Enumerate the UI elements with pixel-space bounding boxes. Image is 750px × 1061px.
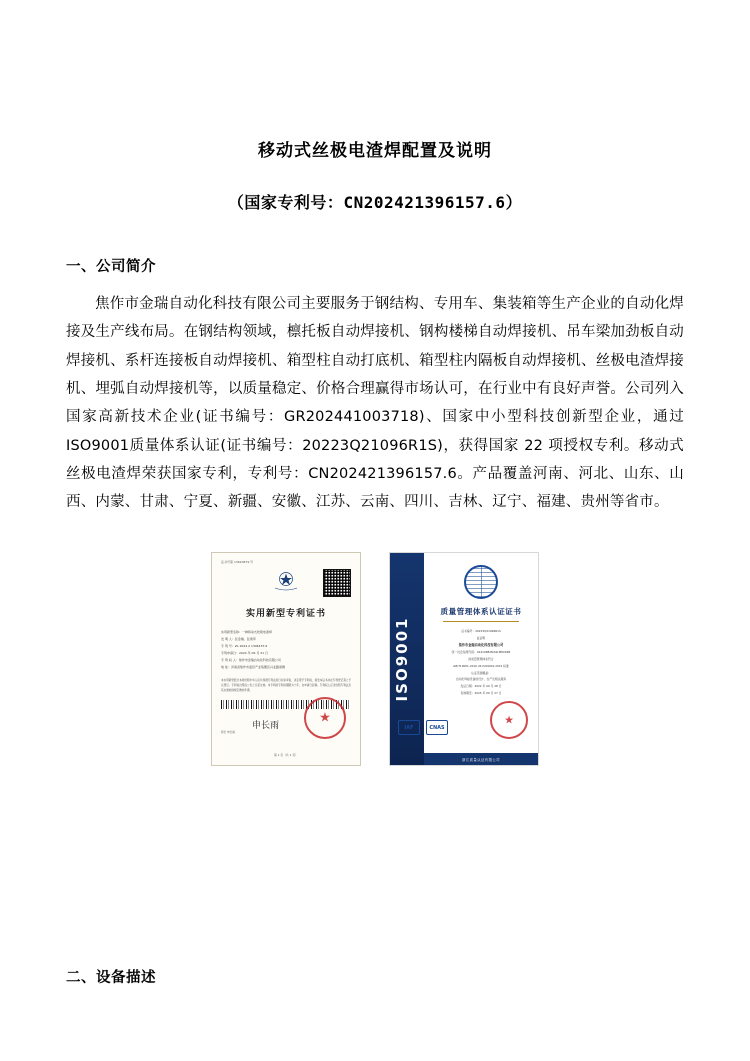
iso-line: 兹证明 — [476, 636, 486, 641]
certificate-top-line — [221, 560, 351, 564]
patent-number-value: CN202421396157.6 — [343, 193, 506, 213]
certificate-page-footer: 第 1 页（共 1 页） — [274, 753, 298, 758]
qr-code-icon — [323, 569, 351, 597]
cnas-mark-icon: CNAS — [426, 720, 448, 735]
national-emblem-icon — [271, 569, 301, 591]
certificate-heading: 实用新型专利证书 — [245, 609, 326, 620]
iso-line: 自动化焊接设备的设计、生产及相关服务 — [455, 677, 507, 682]
iso-line: 有效期至：2025 年 09 月 27 日 — [460, 690, 502, 695]
certificate-number-label: 证书号第 13620879 号 — [221, 560, 254, 565]
page-title: 移动式丝极电渣焊配置及说明 — [258, 141, 492, 161]
iso-certificate-lines — [432, 628, 530, 696]
section-heading-equipment-description: 二、设备描述 — [66, 969, 156, 986]
certificate-field: 地 址：河南省焦作市温县产业集聚区兴业路南侧 — [221, 664, 285, 669]
issuer-label: 局长 申长雨 — [221, 730, 235, 734]
certificate-field: 发 明 人：张金瑞、张建军 — [221, 637, 256, 642]
signature: 申长雨 — [252, 721, 280, 732]
iso-certificate-footer: 浙江质量认证有限公司 — [424, 753, 538, 765]
iso-band-label: ISO9001 — [393, 616, 411, 702]
patent-number-prefix: （国家专利号： — [227, 193, 344, 213]
patent-number-suffix: ） — [505, 193, 523, 213]
globe-icon — [464, 565, 498, 599]
iso-line: 的质量管理体系符合 — [468, 657, 494, 662]
utility-model-patent-certificate-image — [211, 552, 361, 766]
company-intro-paragraph: 焦作市金瑞自动化科技有限公司主要服务于钢结构、专用车、集装箱等生产企业的自动化焊接及生产线布局。在钢结构领域，檩托板自动焊接机、钢构楼梯自动焊接机、吊车梁加劲板自动焊接机、系杆连接板自动焊接机、箱型柱自动打底机、箱型柱内隔板自动焊接机、丝极电渣焊接机、埋弧自动焊接机等，以质量稳定、价格合理赢得市场认可，在行业中有良好声誉。公司列入国家高新技术企业(证书编号：GR202441003718)、国家中小型科技创新型企业，通过ISO9001质量体系认证(证书编号：20223Q21096R1S)，获得国家 22 项授权专利。移动式丝极电渣焊荣获国家专利，专利号：CN202421396157.6。产品覆盖河南、河北、山东、山西、内蒙、甘肃、宁夏、新疆、安徽、江苏、云南、四川、吉林、辽宁、福建、贵州等省市。 — [66, 296, 684, 511]
iso-line: 焦作市金瑞自动化科技有限公司 — [458, 642, 504, 647]
iso-line: 认证范围覆盖： — [471, 670, 491, 675]
section-heading-company-intro: 一、公司简介 — [66, 259, 156, 276]
iso-line: 发证日期：2022 年 09 月 28 日 — [460, 683, 502, 688]
accreditation-marks — [398, 720, 448, 735]
certificate-field: 实用新型名称：一种移动式丝极电渣焊 — [221, 630, 273, 635]
certificate-body-text: 本实用新型经过本局依照中华人民共和国专利法进行初步审查，决定授予专利权，颁发本证书并在专利登记簿上予以登记。专利权自授权公告之日起生效。本专利的专利权期限为十年，自申请日起算。专利权人应当依照专利法及其实施细则规定缴纳年费。 — [221, 678, 351, 692]
iaf-mark-icon: IAF — [398, 720, 420, 735]
red-seal-icon — [304, 697, 346, 739]
iso-line: 证书编号：20223Q21096R1S — [461, 629, 501, 634]
iso9001-certificate-image — [389, 552, 539, 766]
divider — [443, 621, 519, 622]
patent-number-line — [66, 190, 684, 213]
certificate-fields — [221, 629, 351, 670]
iso-certificate-title: 质量管理体系认证证书 — [440, 607, 522, 617]
certificate-field: 专 利 号：ZL 2024 2 1396157.6 — [221, 644, 268, 649]
iso-line: 统一社会信用代码：91410882MA9LM8XK4B — [451, 650, 511, 655]
certificate-field: 专利申请日：2024 年 06 月 21 日 — [221, 650, 269, 655]
iso-line: GB/T19001-2016 idt ISO9001:2015 标准 — [453, 663, 509, 668]
certificate-field: 专 利 权 人：焦作市金瑞自动化科技有限公司 — [221, 657, 281, 662]
certificate-images — [66, 552, 684, 766]
